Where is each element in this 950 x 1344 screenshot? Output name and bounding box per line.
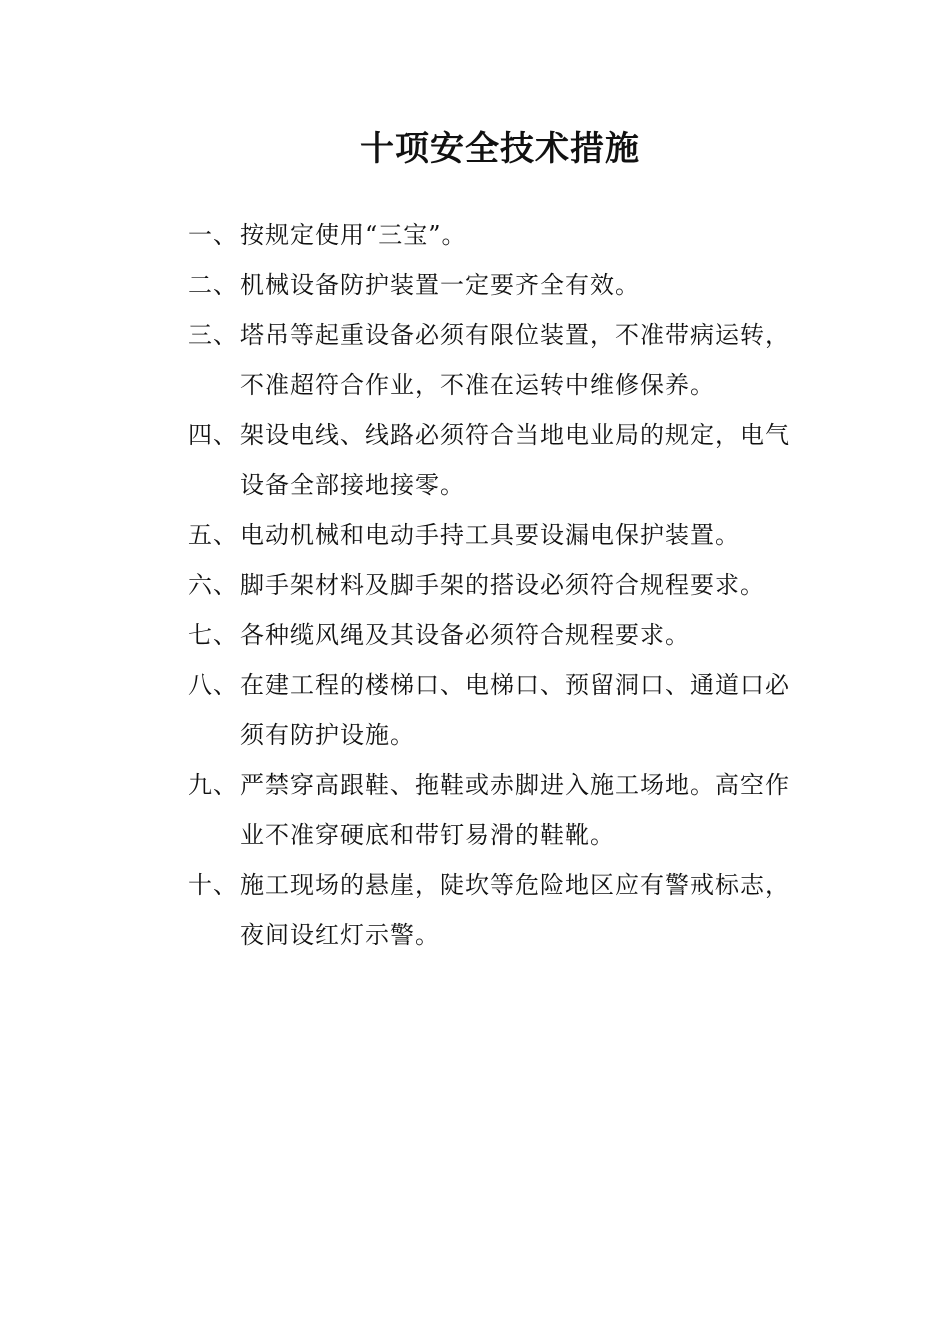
item-number: 九、 bbox=[188, 771, 238, 799]
item-text: 脚手架材料及脚手架的搭设必须符合规程要求。 bbox=[240, 571, 765, 599]
list-item bbox=[188, 510, 828, 560]
item-number: 二、 bbox=[188, 271, 238, 299]
item-number: 十、 bbox=[188, 871, 238, 899]
item-text: 按规定使用“三宝”。 bbox=[240, 221, 467, 249]
list-item bbox=[188, 410, 828, 510]
item-text: 架设电线、线路必须符合当地电业局的规定，电气 bbox=[240, 421, 790, 449]
list-item bbox=[188, 210, 828, 260]
item-number: 六、 bbox=[188, 571, 238, 599]
item-text-continued: 设备全部接地接零。 bbox=[240, 471, 465, 499]
item-text: 电动机械和电动手持工具要设漏电保护装置。 bbox=[240, 521, 740, 549]
list-item bbox=[188, 610, 828, 660]
page-title: 十项安全技术措施 bbox=[360, 128, 640, 169]
measures-list bbox=[188, 210, 828, 960]
item-text-continued: 业不准穿硬底和带钉易滑的鞋靴。 bbox=[240, 821, 615, 849]
item-number: 八、 bbox=[188, 671, 238, 699]
item-number: 三、 bbox=[188, 321, 238, 349]
item-number: 一、 bbox=[188, 221, 238, 249]
list-item bbox=[188, 760, 828, 860]
item-number: 四、 bbox=[188, 421, 238, 449]
list-item bbox=[188, 560, 828, 610]
item-number: 七、 bbox=[188, 621, 238, 649]
item-text: 机械设备防护装置一定要齐全有效。 bbox=[240, 271, 640, 299]
item-text: 严禁穿高跟鞋、拖鞋或赤脚进入施工场地。高空作 bbox=[240, 771, 790, 799]
list-item bbox=[188, 260, 828, 310]
item-text: 施工现场的悬崖，陡坎等危险地区应有警戒标志， bbox=[240, 871, 790, 899]
list-item bbox=[188, 660, 828, 760]
item-text: 各种缆风绳及其设备必须符合规程要求。 bbox=[240, 621, 690, 649]
item-number: 五、 bbox=[188, 521, 238, 549]
item-text-continued: 不准超符合作业，不准在运转中维修保养。 bbox=[240, 371, 715, 399]
list-item bbox=[188, 310, 828, 410]
item-text: 塔吊等起重设备必须有限位装置，不准带病运转， bbox=[240, 321, 790, 349]
item-text-continued: 夜间设红灯示警。 bbox=[240, 921, 440, 949]
list-item bbox=[188, 860, 828, 960]
item-text-continued: 须有防护设施。 bbox=[240, 721, 415, 749]
item-text: 在建工程的楼梯口、电梯口、预留洞口、通道口必 bbox=[240, 671, 790, 699]
